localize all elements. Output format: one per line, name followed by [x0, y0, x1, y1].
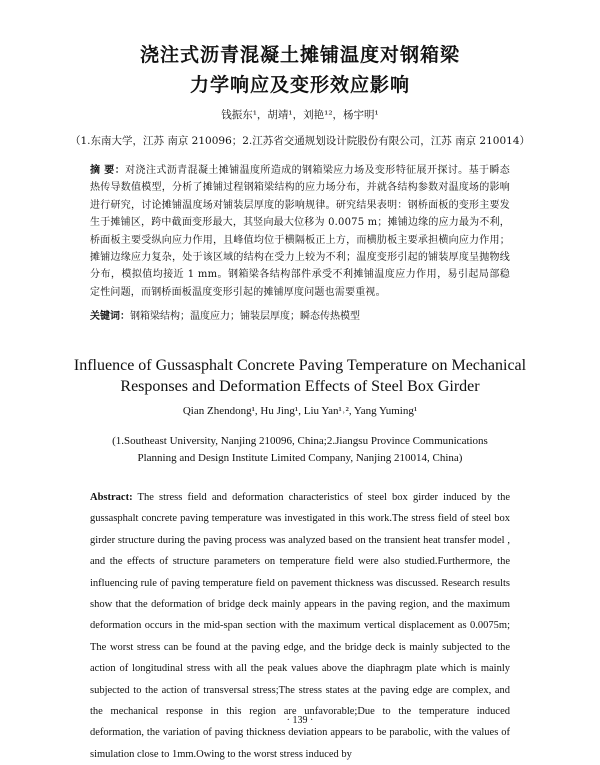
- english-title-line-2: Responses and Deformation Effects of Steel Box Girder: [120, 378, 480, 395]
- english-authors: Qian Zhendong¹, Hu Jing¹, Liu Yan¹˒², Yang Yuming¹: [182, 405, 418, 417]
- english-affiliation-line-1: (1.Southeast University, Nanjing 210096, China;2.Jiangsu Province Communications: [112, 435, 488, 447]
- chinese-title: [0, 40, 600, 100]
- english-abstract-label: Abstract:: [90, 492, 133, 503]
- chinese-title-line-2: 力学响应及变形效应影响: [189, 74, 410, 96]
- english-abstract-text: The stress field and deformation characteristics of steel box girder induced by the gussasphalt concrete paving temperature was investigated in this work.The stress field of steel box girder structure during the paving process was analyzed based on the transient heat transfer model , and the effects of structure parameters on temperature field were also studied.Furthermore, the influencing rule of paving temperature field on pavement thickness was discussed. Research results show that the deformation of bridge deck mainly appears in the paving region, and the maximum deformation occurs in the mid-span section with the maximum vertical displacement as 0.0075m; The worst stress can be found at the paving edge, and the bridge deck is mainly subjected to the action of longitudinal stress with all the peak values above the diaphragm plate which is mainly subjected to the action of transversal stress;The stress states at the paving edge are complex, and the mechanical response in this region are unfavorable;Due to the temperature induced deformation, the variation of paving thickness deviation appears to be parabolic, with the values of simulation close to 1mm.Owing to the worst stress induced by: [90, 492, 511, 760]
- chinese-abstract-label: 摘 要：: [90, 165, 126, 176]
- english-affiliation: [0, 433, 600, 467]
- english-title-line-1: Influence of Gussasphalt Concrete Paving Temperature on Mechanical: [73, 357, 527, 374]
- chinese-keywords: [90, 307, 510, 322]
- page-number: · 139 ·: [286, 715, 314, 726]
- chinese-abstract: [90, 162, 510, 301]
- chinese-affiliation: （1.东南大学，江苏 南京 210096；2.江苏省交通规划设计院股份有限公司，江苏 南京 210014）: [69, 135, 531, 147]
- english-title: [0, 355, 600, 397]
- english-affiliation-line-2: Planning and Design Institute Limited Company, Nanjing 210014, China): [137, 452, 463, 464]
- chinese-authors: 钱振东¹，胡靖¹，刘艳¹²，杨宇明¹: [221, 109, 379, 121]
- chinese-keywords-text: 钢箱梁结构；温度应力；铺装层厚度；瞬态传热模型: [130, 311, 360, 322]
- chinese-keywords-label: 关键词：: [90, 311, 130, 322]
- chinese-abstract-text: 对浇注式沥青混凝土摊铺温度所造成的钢箱梁应力场及变形特征展开探讨。基于瞬态热传导数值模型，分析了摊铺过程钢箱梁结构的应力场分布，并就各结构参数对温度场的影响进行研究，讨论摊铺温度场对铺装层厚度的影响规律。研究结果表明：钢桥面板的变形主要发生于摊铺区，跨中截面变形最大，其竖向最大位移为 0.0075 m；摊铺边缘的应力最为不利，桥面板主要受纵向应力作用，且峰值均位于横隔板正上方，而横肋板主要承担横向应力作用；摊铺边缘应力复杂，处于该区域的结构在受力上较为不利；温度变形引起的铺装厚度呈抛物线分布，模拟值均接近 1 mm。钢箱梁各结构部件承受不利摊铺温度应力作用，易引起局部稳定性问题，而钢桥面板温度变形引起的摊铺厚度问题也需要重视。: [90, 165, 510, 298]
- chinese-title-line-1: 浇注式沥青混凝土摊铺温度对钢箱梁: [139, 44, 460, 66]
